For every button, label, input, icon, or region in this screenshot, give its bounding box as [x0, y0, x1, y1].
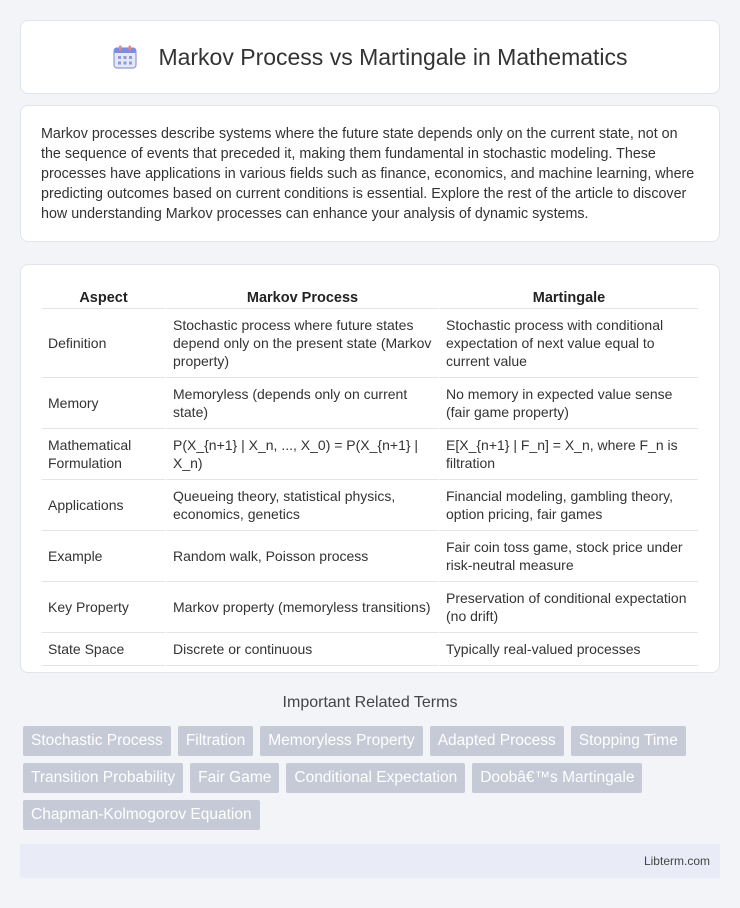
related-terms-list — [23, 726, 723, 837]
cell-aspect: Memory — [42, 378, 165, 429]
cell-markov: Stochastic process where future states depend only on the present state (Markov property) — [165, 309, 438, 378]
cell-markov: Markov property (memoryless transitions) — [165, 582, 438, 633]
column-header-martingale: Martingale — [438, 285, 698, 309]
table-row — [42, 480, 698, 531]
related-term-tag[interactable]: Adapted Process — [430, 726, 564, 756]
cell-aspect: Mathematical Formulation — [42, 429, 165, 480]
related-term-tag[interactable]: Stopping Time — [571, 726, 686, 756]
cell-aspect: State Space — [42, 633, 165, 666]
cell-markov: Random walk, Poisson process — [165, 531, 438, 582]
intro-paragraph: Markov processes describe systems where the future state depends only on the current state, not on the sequence of events that preceded it, making them fundamental in stochastic modeling. These processes have applications in various fields such as finance, economics, and machine learning, where predicting outcomes based on current conditions is essential. Explore the rest of the article to discover how understanding Markov processes can enhance your analysis of dynamic systems. — [41, 126, 695, 222]
cell-martingale: Fair coin toss game, stock price under risk-neutral measure — [438, 531, 698, 582]
cell-aspect: Definition — [42, 309, 165, 378]
header-card — [20, 20, 720, 94]
page-title: Markov Process vs Martingale in Mathematics — [158, 43, 628, 70]
table-row — [42, 309, 698, 378]
related-term-tag[interactable]: Transition Probability — [23, 763, 183, 793]
cell-markov: Queueing theory, statistical physics, economics, genetics — [165, 480, 438, 531]
related-term-tag[interactable]: Memoryless Property — [260, 726, 422, 756]
cell-martingale: E[X_{n+1} | F_n] = X_n, where F_n is filtration — [438, 429, 698, 480]
footer-site-link[interactable]: Libterm.com — [643, 854, 710, 868]
column-header-aspect: Aspect — [42, 285, 165, 309]
related-term-tag[interactable]: Conditional Expectation — [286, 763, 465, 793]
table-row — [42, 429, 698, 480]
related-term-tag[interactable]: Filtration — [178, 726, 253, 756]
cell-markov: P(X_{n+1} | X_n, ..., X_0) = P(X_{n+1} | X_n) — [165, 429, 438, 480]
related-term-tag[interactable]: Chapman-Kolmogorov Equation — [23, 800, 260, 830]
cell-martingale: Typically real-valued processes — [438, 633, 698, 666]
footer — [20, 844, 720, 878]
cell-aspect: Applications — [42, 480, 165, 531]
calendar-icon — [112, 44, 138, 70]
cell-martingale: Stochastic process with conditional expectation of next value equal to current value — [438, 309, 698, 378]
comparison-table — [42, 285, 698, 666]
cell-martingale: Preservation of conditional expectation (no drift) — [438, 582, 698, 633]
related-term-tag[interactable]: Doobâ€™s Martingale — [472, 763, 642, 793]
table-row — [42, 582, 698, 633]
related-terms-title: Important Related Terms — [282, 694, 458, 711]
comparison-table-card — [20, 264, 720, 673]
cell-markov: Memoryless (depends only on current state) — [165, 378, 438, 429]
cell-markov: Discrete or continuous — [165, 633, 438, 666]
cell-aspect: Example — [42, 531, 165, 582]
table-row — [42, 531, 698, 582]
column-header-markov: Markov Process — [165, 285, 438, 309]
table-row — [42, 633, 698, 666]
related-term-tag[interactable]: Fair Game — [190, 763, 279, 793]
cell-martingale: No memory in expected value sense (fair game property) — [438, 378, 698, 429]
table-row — [42, 378, 698, 429]
table-header-row — [42, 285, 698, 309]
cell-aspect: Key Property — [42, 582, 165, 633]
cell-martingale: Financial modeling, gambling theory, option pricing, fair games — [438, 480, 698, 531]
related-term-tag[interactable]: Stochastic Process — [23, 726, 171, 756]
intro-card — [20, 105, 720, 242]
